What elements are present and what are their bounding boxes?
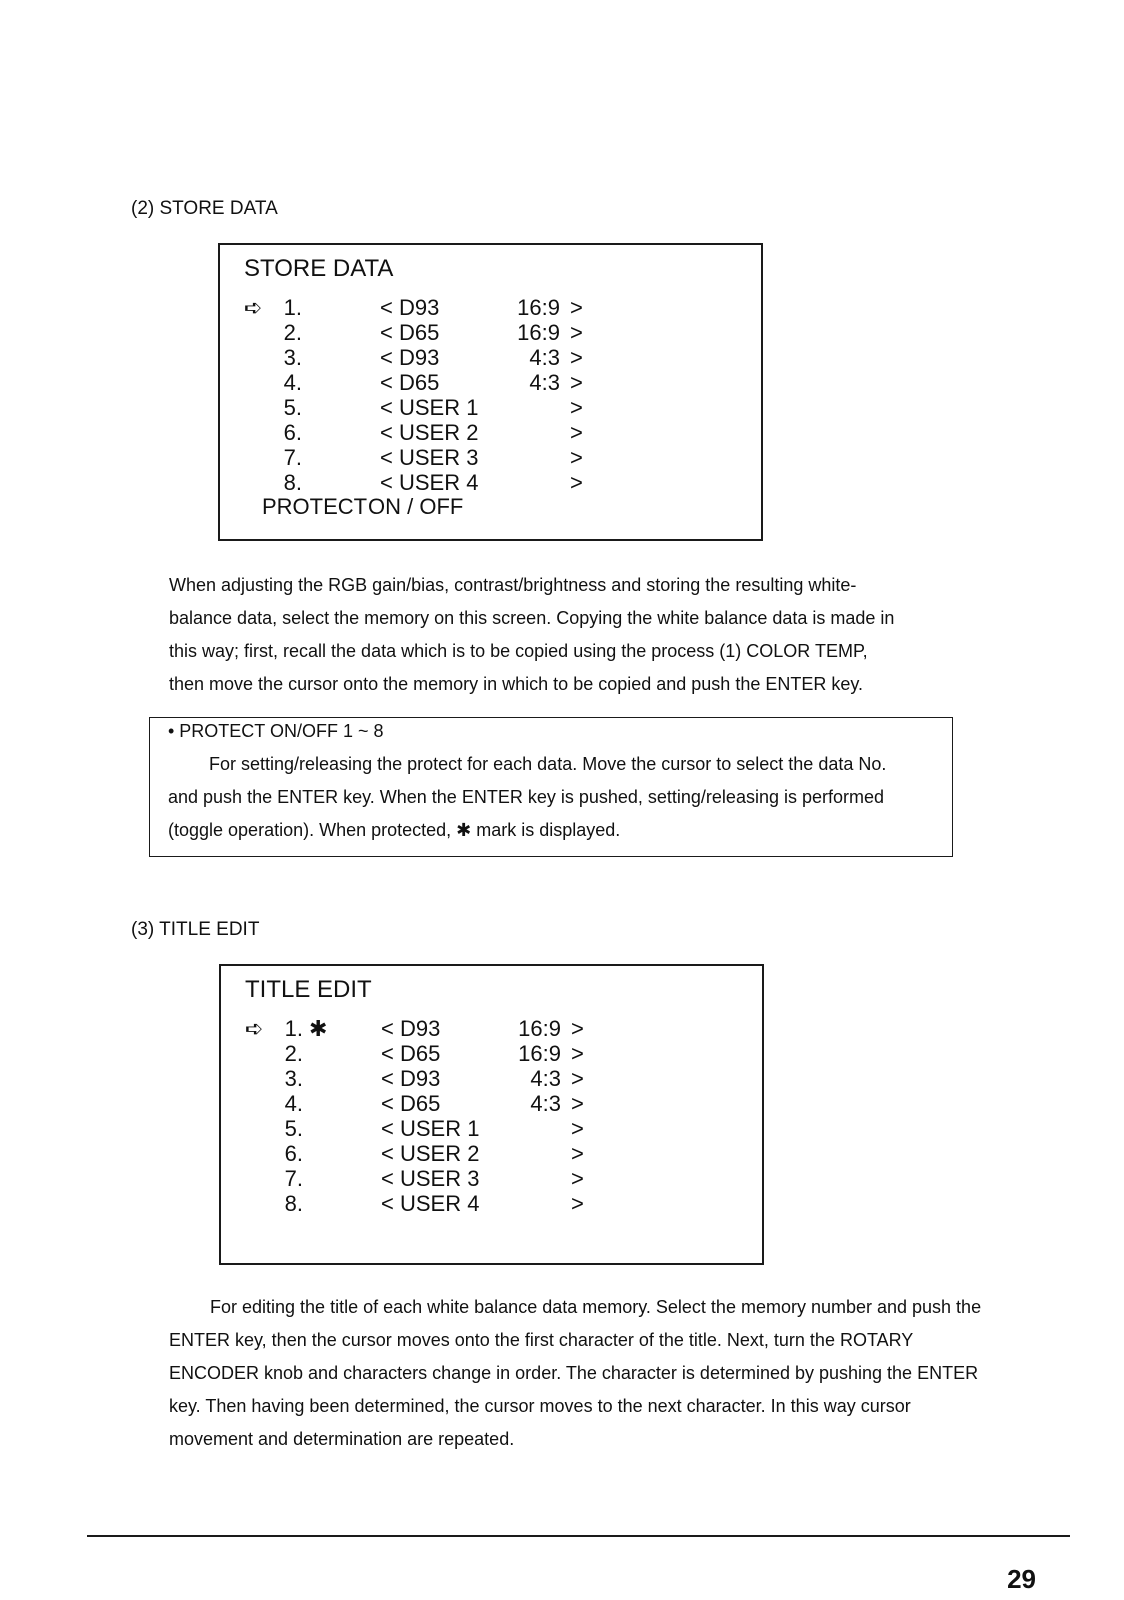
- aspect-ratio: 4:3: [530, 1066, 561, 1091]
- memory-name: < D65: [381, 1091, 441, 1116]
- memory-number: 1.: [283, 295, 302, 320]
- memory-row[interactable]: [263, 1166, 603, 1191]
- description-line: balance data, select the memory on this screen. Copying the white balance data is made in: [169, 608, 895, 628]
- right-arrow-icon: ➪: [244, 295, 263, 320]
- row-end-marker: >: [570, 395, 583, 420]
- protect-note-line: (toggle operation). When protected, ✱ mark is displayed.: [168, 820, 621, 840]
- memory-number: 4.: [283, 370, 302, 395]
- right-arrow-icon: ➪: [245, 1016, 264, 1041]
- description-line: For editing the title of each white balance data memory. Select the memory number and push the: [210, 1297, 982, 1317]
- memory-number: 3.: [284, 1066, 303, 1091]
- protect-note-line: For setting/releasing the protect for each data. Move the cursor to select the data No.: [209, 754, 887, 774]
- store-data-screen-title: STORE DATA: [244, 255, 394, 282]
- description-line: this way; first, recall the data which is to be copied using the process (1) COLOR TEMP,: [169, 641, 868, 661]
- memory-name: < D65: [380, 370, 440, 395]
- store-data-screen: [218, 243, 763, 541]
- memory-number: 7.: [283, 445, 302, 470]
- memory-row[interactable]: [262, 370, 602, 395]
- description-line: ENCODER knob and characters change in order. The character is determined by pushing the ENTER: [169, 1363, 979, 1383]
- memory-row[interactable]: [263, 1016, 603, 1041]
- memory-name: < USER 1: [380, 395, 479, 420]
- memory-name: < USER 4: [381, 1191, 480, 1216]
- memory-name: < USER 3: [381, 1166, 480, 1191]
- row-end-marker: >: [570, 420, 583, 445]
- aspect-ratio: 4:3: [530, 1091, 561, 1116]
- memory-name: < USER 4: [380, 470, 479, 495]
- memory-number: 5.: [284, 1116, 303, 1141]
- memory-number: 8.: [284, 1191, 303, 1216]
- row-end-marker: >: [571, 1066, 584, 1091]
- title-edit-description: [169, 1291, 1079, 1456]
- row-end-marker: >: [571, 1016, 584, 1041]
- memory-name: < D93: [381, 1066, 441, 1091]
- aspect-ratio: 4:3: [529, 370, 560, 395]
- description-line: key. Then having been determined, the cursor moves to the next character. In this way cursor: [169, 1396, 911, 1416]
- memory-name: < D93: [380, 345, 440, 370]
- protect-label: PROTECT: [262, 494, 368, 519]
- row-end-marker: >: [570, 470, 583, 495]
- row-end-marker: >: [570, 445, 583, 470]
- row-end-marker: >: [570, 345, 583, 370]
- memory-row[interactable]: [263, 1041, 603, 1066]
- aspect-ratio: 16:9: [518, 1016, 561, 1041]
- aspect-ratio: 16:9: [517, 295, 560, 320]
- description-line: movement and determination are repeated.: [169, 1429, 515, 1449]
- description-line: ENTER key, then the cursor moves onto the first character of the title. Next, turn the ROTARY: [169, 1330, 914, 1350]
- row-end-marker: >: [570, 295, 583, 320]
- memory-row[interactable]: [262, 420, 602, 445]
- memory-row[interactable]: [263, 1091, 603, 1116]
- aspect-ratio: 4:3: [529, 345, 560, 370]
- row-end-marker: >: [570, 320, 583, 345]
- memory-row[interactable]: [262, 470, 602, 495]
- memory-row[interactable]: [262, 320, 602, 345]
- store-data-description: [169, 569, 1069, 701]
- aspect-ratio: 16:9: [518, 1041, 561, 1066]
- description-line: When adjusting the RGB gain/bias, contrast/brightness and storing the resulting white-: [169, 575, 857, 595]
- protect-value: ON / OFF: [368, 494, 464, 519]
- memory-number: 2.: [284, 1041, 303, 1066]
- memory-name: < USER 2: [380, 420, 479, 445]
- footer-rule: [87, 1535, 1070, 1537]
- page-number: 29: [1007, 1564, 1036, 1594]
- memory-row[interactable]: [262, 445, 602, 470]
- memory-row[interactable]: [263, 1066, 603, 1091]
- memory-number: 6.: [283, 420, 302, 445]
- memory-name: < USER 2: [381, 1141, 480, 1166]
- row-end-marker: >: [571, 1166, 584, 1191]
- protect-note-title: • PROTECT ON/OFF 1 ~ 8: [168, 721, 384, 741]
- memory-row[interactable]: [263, 1191, 603, 1216]
- memory-name: < USER 3: [380, 445, 479, 470]
- memory-name: < D93: [380, 295, 440, 320]
- memory-row[interactable]: [263, 1141, 603, 1166]
- section-heading-title-edit: (3) TITLE EDIT: [131, 919, 260, 940]
- protect-note-line: and push the ENTER key. When the ENTER key is pushed, setting/releasing is performed: [168, 787, 885, 807]
- section-heading-store-data: (2) STORE DATA: [131, 198, 278, 219]
- memory-row[interactable]: [263, 1116, 603, 1141]
- row-end-marker: >: [570, 370, 583, 395]
- memory-name: < D65: [380, 320, 440, 345]
- memory-name: < D93: [381, 1016, 441, 1041]
- memory-number: 3.: [283, 345, 302, 370]
- memory-number: 1.: [284, 1016, 303, 1041]
- description-line: then move the cursor onto the memory in which to be copied and push the ENTER key.: [169, 674, 864, 694]
- protect-note-box: [149, 717, 953, 857]
- memory-number: 8.: [283, 470, 302, 495]
- aspect-ratio: 16:9: [517, 320, 560, 345]
- memory-number: 7.: [284, 1166, 303, 1191]
- row-end-marker: >: [571, 1091, 584, 1116]
- title-edit-screen: [219, 964, 764, 1265]
- protect-row: [262, 494, 662, 519]
- memory-row[interactable]: [262, 395, 602, 420]
- protect-mark: ✱: [309, 1016, 328, 1041]
- row-end-marker: >: [571, 1041, 584, 1066]
- memory-name: < D65: [381, 1041, 441, 1066]
- memory-number: 6.: [284, 1141, 303, 1166]
- memory-row[interactable]: [262, 295, 602, 320]
- memory-name: < USER 1: [381, 1116, 480, 1141]
- memory-row[interactable]: [262, 345, 602, 370]
- memory-number: 2.: [283, 320, 302, 345]
- row-end-marker: >: [571, 1116, 584, 1141]
- memory-number: 4.: [284, 1091, 303, 1116]
- title-edit-screen-title: TITLE EDIT: [245, 976, 372, 1003]
- row-end-marker: >: [571, 1191, 584, 1216]
- memory-number: 5.: [283, 395, 302, 420]
- row-end-marker: >: [571, 1141, 584, 1166]
